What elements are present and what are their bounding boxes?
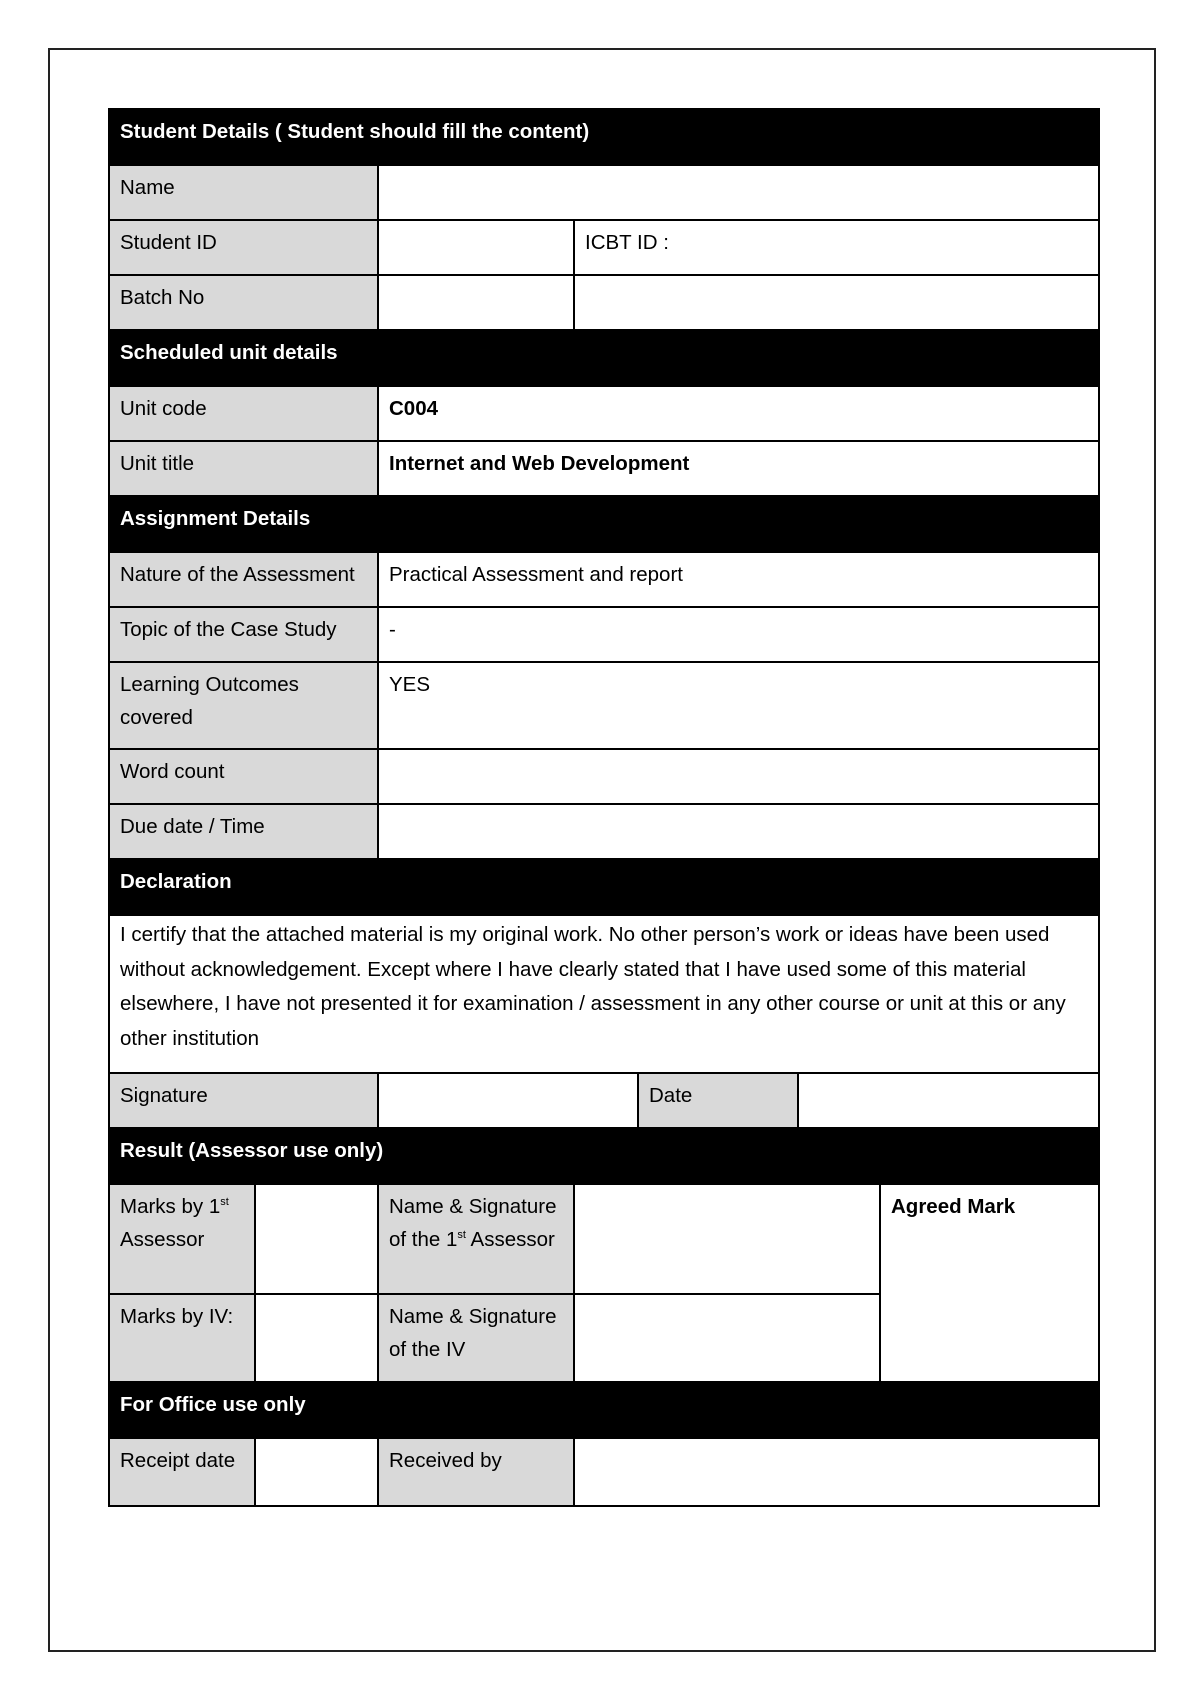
unit-code-label: Unit code: [109, 386, 378, 441]
name-sig-iv-field[interactable]: [574, 1294, 880, 1382]
unit-title-label: Unit title: [109, 441, 378, 496]
received-by-label: Received by: [378, 1438, 574, 1506]
date-label: Date: [638, 1073, 798, 1128]
declaration-header: Declaration: [109, 859, 1099, 915]
marks-first-assessor-label: [109, 1184, 255, 1294]
batch-no-field[interactable]: [378, 275, 574, 330]
name-sig-first-label-sup: st: [457, 1229, 466, 1242]
name-sig-first-assessor-field[interactable]: [574, 1184, 880, 1294]
receipt-date-field[interactable]: [255, 1438, 378, 1506]
name-sig-first-label-post: Assessor: [470, 1228, 555, 1251]
assignment-details-header: Assignment Details: [109, 496, 1099, 552]
topic-value: -: [378, 607, 1099, 662]
student-details-header: Student Details ( Student should fill the content): [109, 109, 1099, 165]
nature-value: Practical Assessment and report: [378, 552, 1099, 607]
due-date-field[interactable]: [378, 804, 1099, 859]
learning-outcomes-value: YES: [378, 662, 1099, 749]
unit-title-value: Internet and Web Development: [378, 441, 1099, 496]
marks-first-label-pre: Marks by 1: [120, 1195, 221, 1218]
office-header: For Office use only: [109, 1382, 1099, 1438]
due-date-label: Due date / Time: [109, 804, 378, 859]
unit-code-value: C004: [378, 386, 1099, 441]
learning-outcomes-label: Learning Outcomes covered: [109, 662, 378, 749]
nature-label: Nature of the Assessment: [109, 552, 378, 607]
result-header: Result (Assessor use only): [109, 1128, 1099, 1184]
marks-first-label-sup: st: [220, 1196, 229, 1209]
date-field[interactable]: [798, 1073, 1099, 1128]
word-count-label: Word count: [109, 749, 378, 804]
marks-iv-label: Marks by IV:: [109, 1294, 255, 1382]
student-id-label: Student ID: [109, 220, 378, 275]
name-label: Name: [109, 165, 378, 220]
marks-iv-field[interactable]: [255, 1294, 378, 1382]
word-count-field[interactable]: [378, 749, 1099, 804]
declaration-text: I certify that the attached material is my original work. No other person’s work or ideas have been used without acknowledgement. Except where I have clearly stated that I have used some of this material elsewhere, I have not presented it for examination / assessment in any other course or unit at this or any other institution: [109, 915, 1099, 1073]
signature-label: Signature: [109, 1073, 378, 1128]
batch-no-label: Batch No: [109, 275, 378, 330]
marks-first-assessor-field[interactable]: [255, 1184, 378, 1294]
assignment-cover-form: [108, 108, 1100, 1507]
received-by-field[interactable]: [574, 1438, 1099, 1506]
topic-label: Topic of the Case Study: [109, 607, 378, 662]
name-sig-first-assessor-label: [378, 1184, 574, 1294]
batch-no-extra-field[interactable]: [574, 275, 1099, 330]
scheduled-unit-header: Scheduled unit details: [109, 330, 1099, 386]
signature-field[interactable]: [378, 1073, 638, 1128]
student-id-field[interactable]: [378, 220, 574, 275]
marks-first-label-post: Assessor: [120, 1228, 205, 1251]
receipt-date-label: Receipt date: [109, 1438, 255, 1506]
name-sig-iv-label: Name & Signature of the IV: [378, 1294, 574, 1382]
name-sig-first-label-pre: Name & Signature of the 1: [389, 1195, 557, 1251]
agreed-mark-field[interactable]: Agreed Mark: [880, 1184, 1099, 1382]
name-field[interactable]: [378, 165, 1099, 220]
icbt-id-field[interactable]: ICBT ID :: [574, 220, 1099, 275]
